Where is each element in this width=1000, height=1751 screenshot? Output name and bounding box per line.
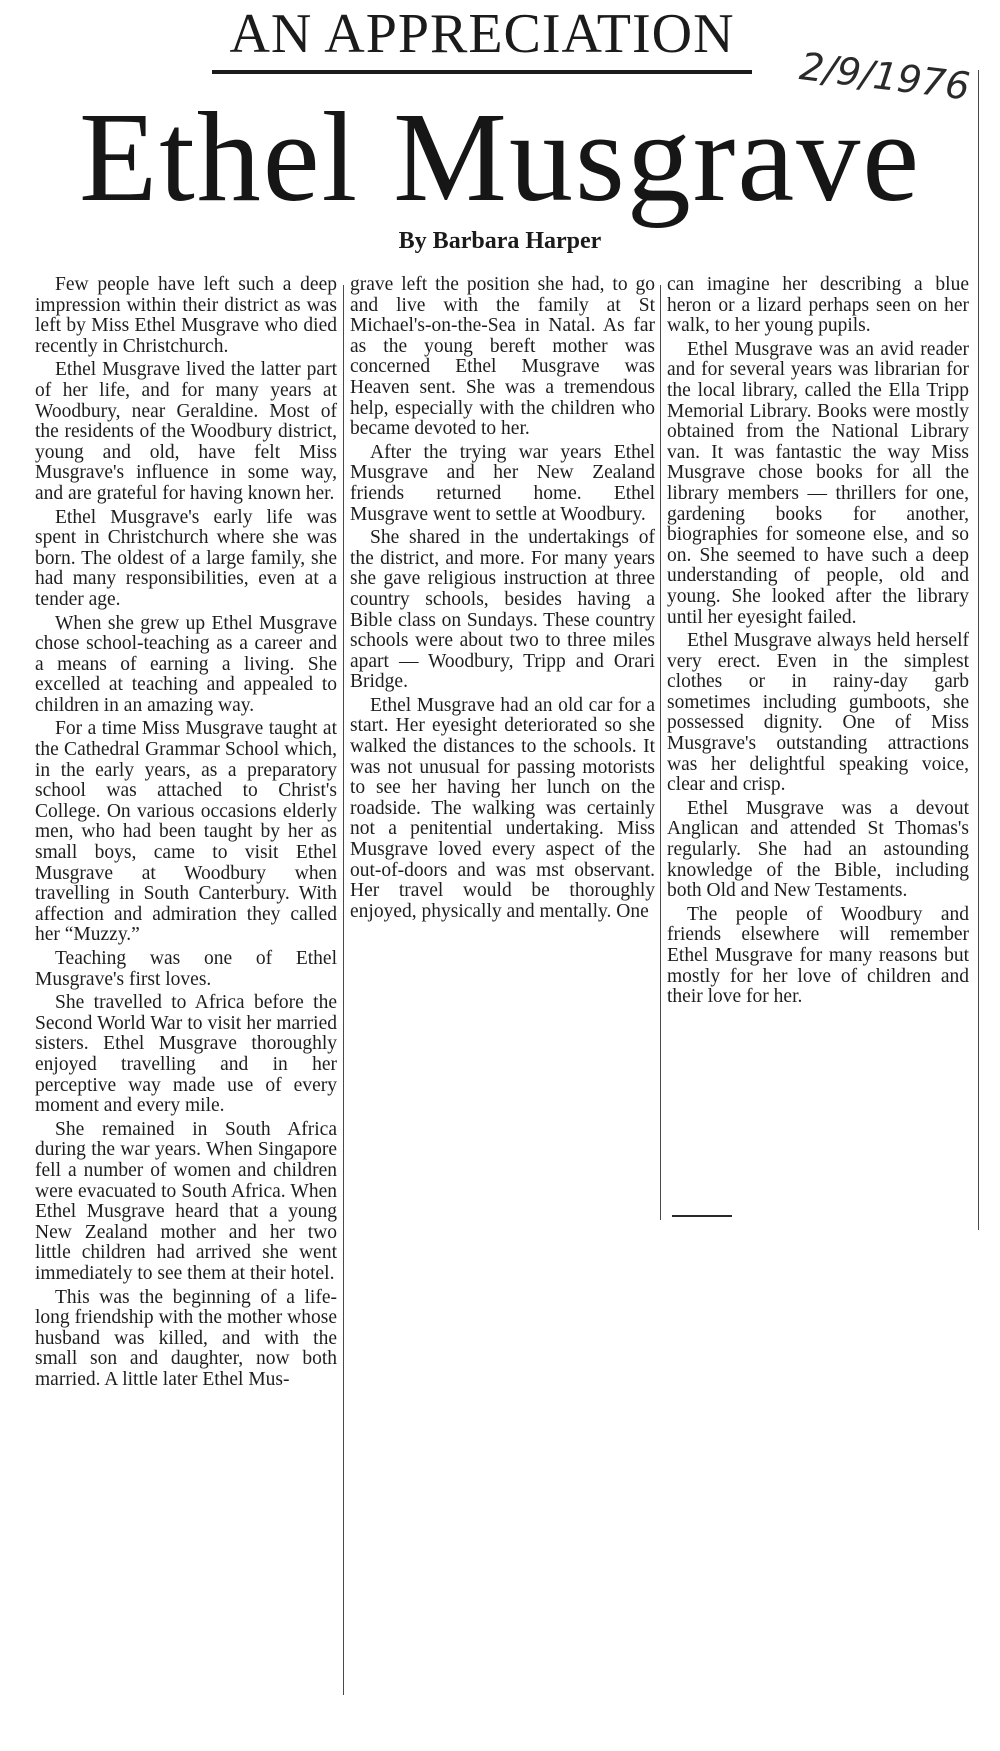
paragraph: Ethel Musgrave was a devout Anglican and attended St Thomas's regularly. She had an astounding knowledge of the Bible, including both Old and New Testaments. <box>667 797 969 902</box>
paragraph: Ethel Musgrave's early life was spent in Christchurch where she was born. The oldest of a large family, she had many responsibilities, even at a tender age. <box>35 506 337 610</box>
paragraph: This was the beginning of a life-long friendship with the mother whose husband was killed, and with the small son and daughter, now both married. A little later Ethel Mus- <box>35 1286 337 1390</box>
headline: Ethel Musgrave <box>79 86 921 228</box>
column-rule <box>978 70 979 1230</box>
paragraph: When she grew up Ethel Musgrave chose school-teaching as a career and a means of earning a living. She excelled at teaching and appealed to children in an amazing way. <box>35 612 337 716</box>
column-rule <box>343 285 344 1695</box>
kicker-underline <box>212 70 752 74</box>
paragraph: She remained in South Africa during the war years. When Singapore fell a number of women and children were evacuated to South Africa. When Ethel Musgrave heard that a young New Zealand mother and her two little children had arrived she went immediately to see them at their hotel. <box>35 1118 337 1284</box>
paragraph: The people of Woodbury and friends elsewhere will remember Ethel Musgrave for many reasons but mostly for her love of children and their love for her. <box>667 903 969 1008</box>
paragraph: Teaching was one of Ethel Musgrave's first loves. <box>35 948 337 990</box>
column-rule <box>660 285 661 1220</box>
article-column-1 <box>35 275 337 1393</box>
paragraph: Ethel Musgrave was an avid reader and for several years was librarian for the local library, called the Ella Tripp Memorial Library. Books were mostly obtained from the National Library van. It was fantastic the way Miss Musgrave chose books for all the library members — thrillers for one, gardening books for another, biographies for someone else, and so on. She seemed to have such a deep understanding of people, old and young. She looked after the library until her eyesight failed. <box>667 338 969 628</box>
paragraph: For a time Miss Musgrave taught at the Cathedral Grammar School which, in the early years, as a preparatory school was attached to Christ's College. On various occasions elderly men, who had been taught by her as small boys, came to visit Ethel Musgrave at Woodbury when travelling in South Canterbury. With affection and admiration they called her “Muzzy.” <box>35 718 337 946</box>
paragraph: After the trying war years Ethel Musgrave and her New Zealand friends returned home. Ethel Musgrave went to settle at Woodbury. <box>350 441 655 525</box>
paragraph: Ethel Musgrave had an old car for a start. Her eyesight deteriorated so she walked the distances to the schools. It was not unusual for passing motorists to see her having her lunch on the roadside. The walking was certainly not a penitential undertaking. Miss Musgrave loved every aspect of the out-of-doors and was mst observant. Her travel would be thoroughly enjoyed, physically and mentally. One <box>350 694 655 922</box>
article-column-3 <box>667 275 969 1011</box>
paragraph: Few people have left such a deep impression within their district as was left by Miss Ethel Musgrave who died recently in Christchurch. <box>35 274 337 357</box>
end-rule <box>672 1215 732 1217</box>
paragraph: grave left the position she had, to go and live with the family at St Michael's-on-the-Sea in Natal. As far as the young bereft mother was concerned Ethel Musgrave was Heaven sent. She was a tremendous help, especially with the children who became devoted to her. <box>350 274 655 440</box>
article-column-2 <box>350 275 655 925</box>
byline: By Barbara Harper <box>398 228 602 254</box>
kicker: AN APPRECIATION <box>229 3 735 65</box>
paragraph: Ethel Musgrave lived the latter part of her life, and for many years at Woodbury, near Geraldine. Most of the residents of the Woodbury district, young and old, have felt Miss Musgrave's influence in some way, and are grateful for having known her. <box>35 359 337 504</box>
paragraph: Ethel Musgrave always held herself very erect. Even in the simplest clothes or in rainy-day garb sometimes including gumboots, she possessed dignity. One of Miss Musgrave's outstanding attractions was her delightful speaking voice, clear and crisp. <box>667 630 969 796</box>
paragraph: She shared in the undertakings of the district, and more. For many years she gave religious instruction at three country schools, besides having a Bible class on Sundays. These country schools were about two to three miles apart — Woodbury, Tripp and Orari Bridge. <box>350 527 655 693</box>
paragraph: She travelled to Africa before the Second World War to visit her married sisters. Ethel Musgrave thoroughly enjoyed travelling and in her perceptive way made use of every moment and every mile. <box>35 992 337 1117</box>
handwritten-date: 2/9/1976 <box>797 44 973 109</box>
paragraph: can imagine her describing a blue heron or a lizard perhaps seen on her walk, to her young pupils. <box>667 274 969 337</box>
